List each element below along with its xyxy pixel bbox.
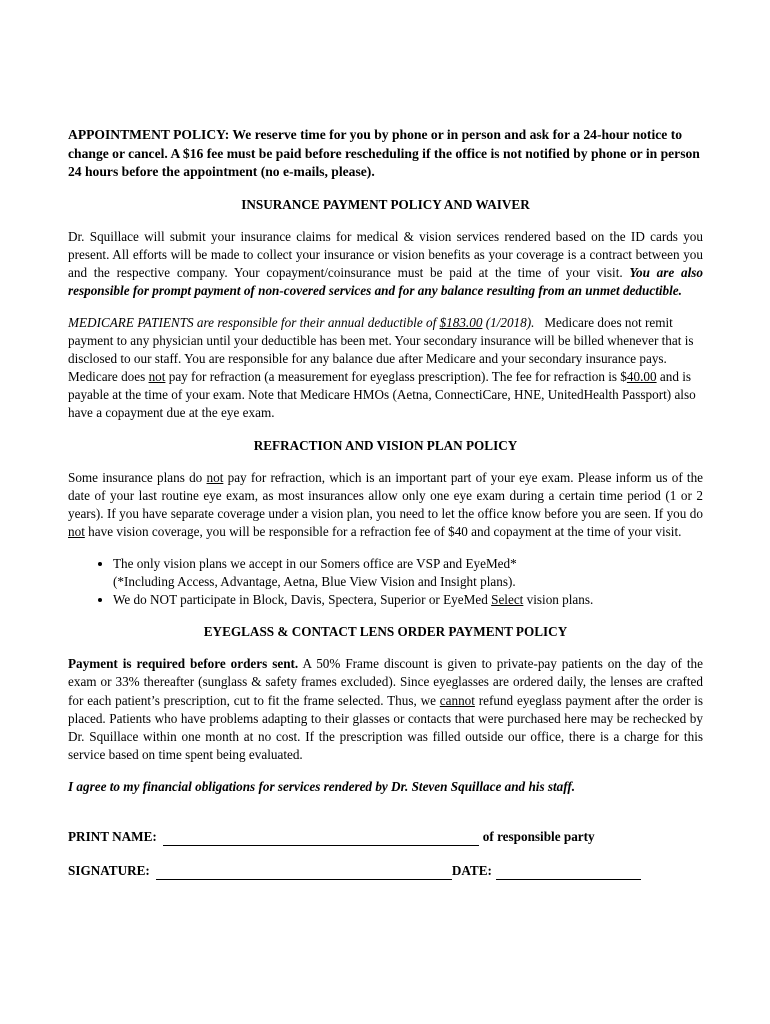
insurance-title: INSURANCE PAYMENT POLICY AND WAIVER bbox=[241, 196, 530, 212]
refraction-not-2: not bbox=[68, 523, 85, 539]
refraction-text-c: have vision coverage, you will be responsible for a refraction fee of $40 and copayment at the time of your visit. bbox=[88, 523, 682, 539]
agreement-statement: I agree to my financial obligations for services rendered by Dr. Steven Squillace and his staff. bbox=[68, 778, 576, 794]
list-item bbox=[113, 555, 703, 591]
refraction-not-1: not bbox=[206, 469, 224, 485]
insurance-paragraph bbox=[68, 228, 703, 300]
medicare-text-a: Medicare does not remit payment to any physician until your deductible has been met. Your secondary insurance will be billed whenever that is disclosed to our staff. You are responsible for any balance due after Medicare and your secondary insurance pays. Medicare does bbox=[68, 314, 694, 385]
appointment-text: We reserve time for you by phone or in person and ask for a 24-hour notice to change or cancel. A $16 fee must be paid before rescheduling if the office is not notified by phone or in person 24 hours before the appointment (no e-mails, please). bbox=[68, 127, 700, 179]
medicare-year: (1/2018). bbox=[485, 314, 535, 330]
medicare-intro: MEDICARE PATIENTS are responsible for their annual deductible of bbox=[68, 314, 437, 330]
refraction-paragraph bbox=[68, 469, 703, 541]
date-label: DATE: bbox=[451, 863, 492, 879]
medicare-text-b: pay for refraction (a measurement for eyeglass prescription). The fee for refraction is $ bbox=[168, 369, 627, 385]
signature-row bbox=[68, 862, 703, 880]
appointment-heading: APPOINTMENT POLICY: bbox=[68, 127, 230, 142]
medicare-paragraph bbox=[68, 314, 703, 423]
print-name-suffix: of responsible party bbox=[482, 829, 595, 845]
refraction-text-b: pay for refraction, which is an important part of your eye exam. Please inform us of the date of your last routine eye exam, as most insurances allow only one eye exam during a certain time period (1 or 2 years). If you have separate coverage under a vision plan, you need to let the office know before you are seen. If you do bbox=[68, 469, 704, 521]
print-name-row bbox=[68, 828, 703, 846]
appointment-policy bbox=[68, 126, 703, 182]
eyeglass-text-a: A 50% Frame discount is given to private-pay patients on the day of the exam or 33% thereafter (sunglass & safety frames excluded). Since eyeglasses are ordered daily, the lenses are crafted for each patient’s prescription, cut to fit the frame selected. Thus, we bbox=[68, 656, 704, 708]
list-item bbox=[113, 591, 703, 609]
medicare-fee: 40.00 bbox=[626, 369, 657, 385]
refraction-text-a: Some insurance plans do bbox=[68, 469, 203, 485]
policy-document bbox=[68, 126, 703, 880]
eyeglass-cannot: cannot bbox=[439, 692, 475, 708]
medicare-not: not bbox=[148, 369, 166, 385]
eyeglass-text-b: refund eyeglass payment after the order is placed. Patients who have problems adapting to their glasses or contacts that were purchased here may be rechecked by Dr. Squillace within one month at no cost. If the prescription was filled outside our office, there is a charge for this service based on time spent being evaluated. bbox=[68, 692, 703, 762]
bullet2-text-b: vision plans. bbox=[526, 592, 594, 608]
refraction-title: REFRACTION AND VISION PLAN POLICY bbox=[253, 437, 518, 453]
print-name-label: PRINT NAME: bbox=[68, 829, 157, 845]
bullet1-line1: The only vision plans we accept in our Somers office are VSP and EyeMed* bbox=[113, 556, 517, 571]
medicare-text-c: and is payable at the time of your exam. Note that Medicare HMOs (Aetna, ConnectiCare, HNE, UnitedHealth Passport) also have a copayment due at the eye exam. bbox=[68, 369, 696, 421]
vision-plan-list bbox=[68, 555, 703, 609]
bullet2-text-a: We do NOT participate in Block, Davis, Spectera, Superior or EyeMed bbox=[113, 592, 488, 608]
insurance-emphasis: You are also responsible for prompt payment of non-covered services and for any balance resulting from an unmet deductible. bbox=[68, 264, 703, 298]
insurance-p1: Dr. Squillace will submit your insurance claims for medical & vision services rendered based on the ID cards you present. All efforts will be made to collect your insurance or vision benefits as your coverage is a contract between you and the respective company. Your copayment/coinsurance must be paid at the time of your visit. bbox=[68, 228, 703, 280]
bullet1-line2: (*Including Access, Advantage, Aetna, Blue View Vision and Insight plans). bbox=[113, 574, 516, 590]
medicare-amount: $183.00 bbox=[439, 314, 483, 330]
eyeglass-lead: Payment is required before orders sent. bbox=[68, 656, 299, 672]
eyeglass-title: EYEGLASS & CONTACT LENS ORDER PAYMENT POLICY bbox=[203, 624, 568, 640]
bullet2-select: Select bbox=[491, 592, 524, 608]
signature-field[interactable] bbox=[156, 865, 452, 880]
signature-label: SIGNATURE: bbox=[68, 863, 150, 879]
eyeglass-paragraph bbox=[68, 655, 703, 764]
date-field[interactable] bbox=[496, 865, 641, 880]
print-name-field[interactable] bbox=[163, 831, 479, 846]
